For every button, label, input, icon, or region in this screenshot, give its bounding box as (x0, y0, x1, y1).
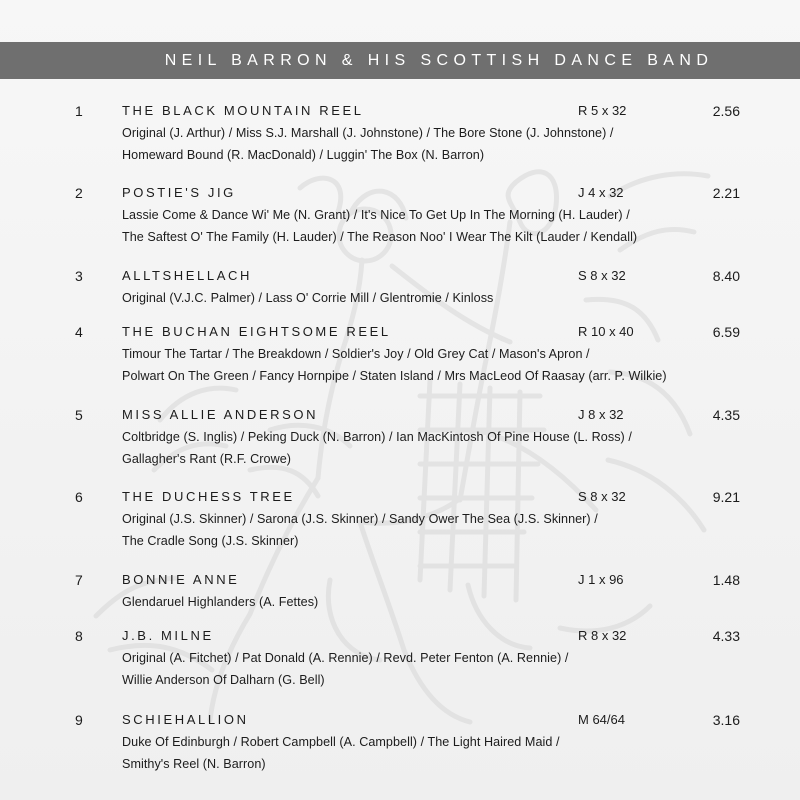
track-credit-line: Original (V.J.C. Palmer) / Lass O' Corrie Mill / Glentromie / Kinloss (122, 291, 494, 305)
track-duration: 3.16 (712, 712, 740, 728)
track-credit-line: Original (J. Arthur) / Miss S.J. Marshall (J. Johnstone) / The Bore Stone (J. Johnstone) / (122, 126, 614, 140)
track-tempo: R 5 x 32 (578, 103, 627, 118)
track-credit-line: Polwart On The Green / Fancy Hornpipe / Staten Island / Mrs MacLeod Of Raasay (arr. P. Wilkie) (122, 369, 667, 383)
track-duration: 1.48 (712, 572, 740, 588)
track-credit-line: Smithy's Reel (N. Barron) (122, 757, 266, 771)
track-credit-line: The Cradle Song (J.S. Skinner) (122, 534, 299, 548)
track-tempo: J 4 x 32 (578, 185, 624, 200)
track-credit-line: Original (J.S. Skinner) / Sarona (J.S. Skinner) / Sandy Ower The Sea (J.S. Skinner) / (122, 512, 598, 526)
track-title: J.B. MILNE (122, 628, 214, 643)
track-number: 8 (75, 628, 83, 644)
track-duration: 4.33 (712, 628, 740, 644)
track-duration: 4.35 (712, 407, 740, 423)
track-tempo: R 10 x 40 (578, 324, 634, 339)
track-credit-line: Homeward Bound (R. MacDonald) / Luggin' The Box (N. Barron) (122, 148, 485, 162)
track-duration: 6.59 (712, 324, 740, 340)
track-number: 1 (75, 103, 83, 119)
track-number: 7 (75, 572, 83, 588)
track-number: 3 (75, 268, 83, 284)
track-credit-line: Original (A. Fitchet) / Pat Donald (A. Rennie) / Revd. Peter Fenton (A. Rennie) / (122, 651, 569, 665)
track-credit-line: Lassie Come & Dance Wi' Me (N. Grant) / It's Nice To Get Up In The Morning (H. Lauder) / (122, 208, 630, 222)
track-tempo: J 1 x 96 (578, 572, 624, 587)
track-credit-line: Timour The Tartar / The Breakdown / Soldier's Joy / Old Grey Cat / Mason's Apron / (122, 347, 590, 361)
album-header-title: NEIL BARRON & HIS SCOTTISH DANCE BAND (164, 51, 714, 69)
track-duration: 8.40 (712, 268, 740, 284)
track-number: 4 (75, 324, 83, 340)
track-number: 6 (75, 489, 83, 505)
track-credit-line: Glendaruel Highlanders (A. Fettes) (122, 595, 319, 609)
track-tempo: R 8 x 32 (578, 628, 627, 643)
track-number: 9 (75, 712, 83, 728)
track-title: ALLTSHELLACH (122, 268, 252, 283)
track-title: BONNIE ANNE (122, 572, 240, 587)
track-credit-line: Willie Anderson Of Dalharn (G. Bell) (122, 673, 325, 687)
track-title: THE BUCHAN EIGHTSOME REEL (122, 324, 391, 339)
track-credit-line: Duke Of Edinburgh / Robert Campbell (A. Campbell) / The Light Haired Maid / (122, 735, 560, 749)
track-title: POSTIE'S JIG (122, 185, 236, 200)
track-tempo: S 8 x 32 (578, 268, 626, 283)
track-title: SCHIEHALLION (122, 712, 249, 727)
track-title: MISS ALLIE ANDERSON (122, 407, 319, 422)
track-number: 2 (75, 185, 83, 201)
track-duration: 2.21 (712, 185, 740, 201)
track-title: THE BLACK MOUNTAIN REEL (122, 103, 364, 118)
track-number: 5 (75, 407, 83, 423)
track-title: THE DUCHESS TREE (122, 489, 295, 504)
track-credit-line: Coltbridge (S. Inglis) / Peking Duck (N. Barron) / Ian MacKintosh Of Pine House (L. Ross) / (122, 430, 632, 444)
track-duration: 2.56 (712, 103, 740, 119)
track-credit-line: The Saftest O' The Family (H. Lauder) / The Reason Noo' I Wear The Kilt (Lauder / Kendall) (122, 230, 638, 244)
track-credit-line: Gallagher's Rant (R.F. Crowe) (122, 452, 292, 466)
track-tempo: S 8 x 32 (578, 489, 626, 504)
track-tempo: M 64/64 (578, 712, 625, 727)
track-tempo: J 8 x 32 (578, 407, 624, 422)
track-duration: 9.21 (712, 489, 740, 505)
